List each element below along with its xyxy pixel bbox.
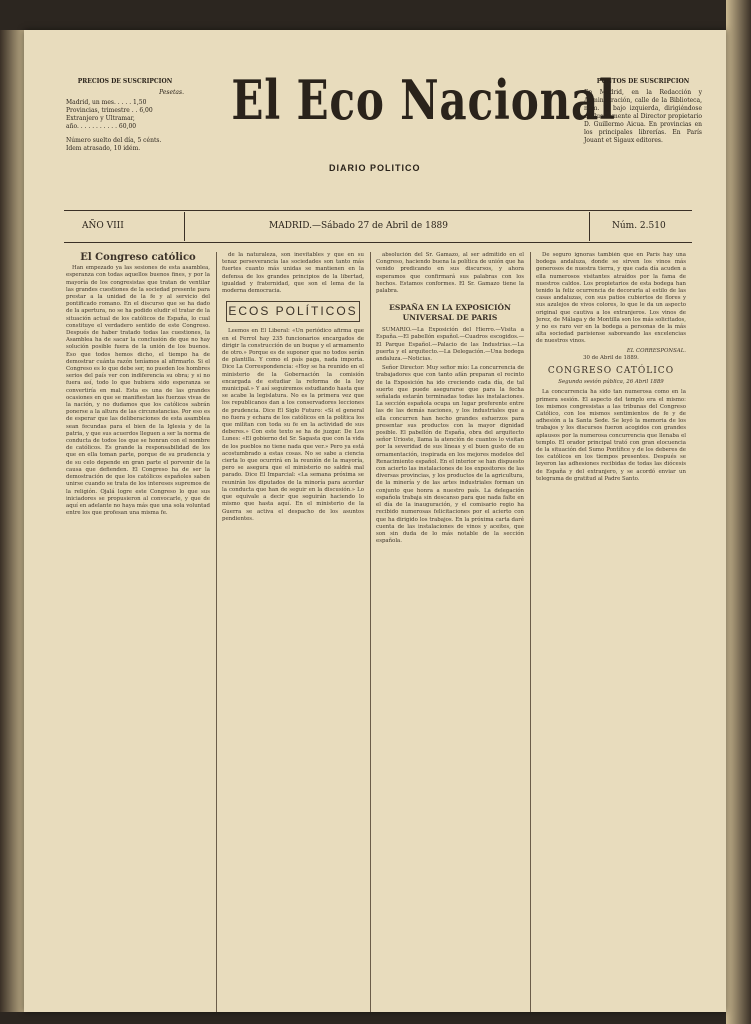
column-rule (216, 252, 217, 1012)
header-rule (64, 242, 692, 243)
masthead-subtitle: DIARIO POLITICO (329, 163, 421, 173)
column-2 (222, 252, 364, 1012)
section-box-title: ECOS POLÍTICOS (226, 301, 360, 322)
precios-footer: Idem atrasado, 10 idém. (66, 145, 141, 152)
precios-box (66, 78, 184, 153)
article-text: De seguro ignoras también que en París hay una bodega andaluza, donde se sirven los vinos más generosos de nuestra tierra, y que cada día acuden a ella numerosos visitantes atraídos por la fama de nuestros caldos. Los propietarios de esta bodega han tenido la feliz ocurrencia de decorarla al estilo de las casas andaluzas, con sus patios cubiertos de flores y sus azulejos de vivos colores, lo que le da un aspecto original que cautiva a los extranjeros. Los vinos de Jerez, de Málaga y de Montilla son los más solicitados, y no es raro ver en la bodega a personas de la más alta sociedad parisiense saboreando las excelencias de nuestros vinos. (536, 252, 686, 345)
header-rule (64, 210, 692, 211)
column-3 (376, 252, 524, 1012)
article-summary: SUMARIO.—La Exposición del Hierro.—Visita a España.—El pabellón español.—Cuadros escogidos.—El Parque Español.—Palacio de las Industrias.—La puerta y el arquitecto.—La Delegación.—Una bodega andaluza.—Noticias. (376, 327, 524, 363)
article-title: El Congreso católico (80, 252, 196, 263)
dateline-year: AÑO VIII (82, 221, 124, 231)
puntos-box (584, 78, 702, 145)
puntos-heading: PUNTOS DE SUSCRIPCION (596, 78, 690, 85)
dateline-divider (589, 212, 590, 241)
article-text: absolución del Sr. Gamazo, al ser admitido en el Congreso, haciendo buena la política de unión que ha venido predicando en sus discursos, y ahora esperamos que confirmará sus palabras con los hechos. Estamos conformes. El Sr. Gamazo tiene la palabra. (376, 252, 524, 295)
column-1 (66, 252, 210, 1012)
article-date: 30 de Abril de 1889. (583, 354, 639, 361)
column-4 (536, 252, 686, 1012)
article-signature: EL CORRESPONSAL. (626, 347, 686, 354)
column-rule (370, 252, 371, 1012)
right-page-edge (726, 0, 751, 1024)
precios-row: Madrid, un mes. . . . . 1,50 (66, 99, 147, 106)
article-text: de la naturaleza, son inevitables y que en su tenaz perseverancia las sociedades son tanto más fuertes cuanto más unidas se mantienen en la defensa de los grandes principios de la libertad, igualdad y fraternidad, que son el lema de la moderna democracia. (222, 252, 364, 295)
column-rule (530, 252, 531, 1012)
article-text: Señor Director: Muy sefior mío: La concurrencia de trabajadores que con tanto afán preparan el recinto de la Exposición ha ido creciendo cada día, de tal suerte que puede asegurarse que para la fecha señalada estarán terminadas todas las instalaciones. La sección española ocupa un lugar preferente entre las de las demás naciones, y los industriales que a ella concurren han hecho grandes esfuerzos para presentar sus productos con la mayor dignidad posible. El pabellón de España, obra del arquitecto señor Urioste, llama la atención de cuantos lo visitan por la severidad de sus líneas y el buen gusto de su ornamentación, inspirada en los mejores modelos del Renacimiento español. En el interior se han dispuesto con acierto las instalaciones de los expositores de las diversas provincias, y los productos de la agricultura, de la minería y de las artes industriales forman un conjunto que honra a nuestro país. La delegación española trabaja sin descanso para que nada falte en el día de la inauguración, y el comisario regio ha recibido numerosas felicitaciones por el acierto con que ha dirigido los trabajos. En la próxima carta daré cuenta de las instalaciones de vinos y aceites, que son sin duda de lo más notable de la sección española. (376, 365, 524, 545)
dateline-divider (184, 212, 185, 241)
precios-subheading: Pesetas. (159, 89, 184, 96)
dateline-number: Núm. 2.510 (612, 221, 666, 231)
article-title: ESPAÑA EN LA EXPOSICIÓN UNIVERSAL DE PARIS (389, 303, 511, 323)
masthead-title: El Eco Nacional (231, 68, 616, 132)
section-subtitle: Segunda sesión pública, 26 Abril 1889 (558, 379, 664, 386)
book-spine-edge (0, 30, 24, 1012)
newspaper-page (24, 30, 726, 1012)
dateline-date: MADRID.—Sábado 27 de Abril de 1889 (269, 221, 449, 231)
article-text: Han empezado ya las sesiones de esta asamblea, esperanza con todas aquellos buenos fines, y por la mayoría de los congresistas que tratan de ventilar las grandes cuestiones de la sociedad presente para prestar a la unidad de la fe y al servicio del pontificado romano. En el discurso que se ha dado de la apertura, no se ha podido eludir el tratar de la situación actual de los católicos de España, lo cual constituye el verdadero sentido de este Congreso. Después de haber tratado todas las cuestiones, la Asamblea ha de sacar la conclusión de que no hay solución posible fuera de la unión de los buenos. Eso que todos hemos dicho, el tiempo ha de demostrar cuánta razón teníamos al afirmarlo. Si el Congreso es lo que debe ser, no pueden los hombres serios del país ver con indiferencia su obra; y si no fuera así, todo lo que hubiera sido esperanza se convertiría en mal. Esta es una de las grandes ocasiones en que se manifiestan las fuerzas vivas de la nación, y no dudamos que los católicos sabrán ponerse a la altura de las circunstancias. Por eso es de esperar que las deliberaciones de esta asamblea sean fecundas para el bien de la Iglesia y de la patria, y que sus acuerdos lleguen a ser la norma de conducta de todos los que se honran con el nombre de católicos. Es grande la responsabilidad de los que en ella toman parte, porque de su prudencia y de su celo depende en gran parte el porvenir de la causa que defienden. El Congreso ha de ser la demostración de que los católicos españoles saben unirse cuando se trata de los intereses supremos de la religión. Ojalá logre este Congreso lo que sus iniciadores se propusieron al convocarle, y que de aquí en adelante no haya más que una sola voluntad entre los que profesan una misma fe. (66, 265, 210, 517)
precios-row: año. . . . . . . . . . . 60,00 (66, 123, 137, 130)
precios-row: Extranjero y Ultramar, (66, 115, 135, 122)
precios-row: Provincias, trimestre . . 6,00 (66, 107, 153, 114)
article-text: Leemos en El Liberal: «Un periódico afirma que en el Ferrol hay 235 funcionarios encargados de dirigir la construcción de un buque y el armamento de otro.» Porque es de suponer que no todos serán de plantilla. Y como el país paga, nada importa. Dice La Correspondencia: «Hoy se ha reunido en el ministerio de la Gobernación la comisión encargada de estudiar la reforma de la ley municipal.» Y así seguiremos estudiando hasta que se acabe la legislatura. No es la primera vez que los republicanos dan a los conservadores lecciones de prudencia. Dice El Siglo Futuro: «Si el general no fuera y echara de los católicos en la política los que militan con toda su fe en la actividad de sus deberes.» Con este texto se ha de juzgar. De Los Lunes: «El gobierno del Sr. Sagasta que con la vida de los pueblos no tiene nada que ver.» Pero ya está acostumbrado a estas cosas. No se sabe a ciencia cierta lo que ocurrirá en la reunión de la mayoría, pero se asegura que el ministerio no saldrá mal parado. Dice El Imparcial: «La semana próxima se reunirán los diputados de la minoría para acordar la conducta que han de seguir en la discusión.» Lo que equivale a decir que seguirán haciendo lo mismo que hasta aquí. En el ministerio de la Guerra se activa el despacho de los asuntos pendientes. (222, 328, 364, 522)
section-title: CONGRESO CATÓLICO (547, 366, 675, 377)
article-text: La concurrencia ha sido tan numerosa como en la primera sesión. El aspecto del templo era el mismo: los mismos congresistas a las tribunas del Congreso Católico, con los mismos sentimientos de fe y de adhesión a la Santa Sede. Se leyó la memoria de los trabajos y los discursos fueron acogidos con grandes aplausos por la numerosa concurrencia que llenaba el templo. El orador principal trató con gran elocuencia de la situación del Sumo Pontífice y de los deberes de los católicos en los tiempos presentes. Después se leyeron las adhesiones recibidas de todas las diócesis de España y del extranjero, y se acordó enviar un telegrama de gratitud al Padre Santo. (536, 389, 686, 482)
precios-heading: PRECIOS DE SUSCRIPCION (77, 78, 173, 85)
precios-footer: Número suelto del día, 5 cénts. (66, 137, 162, 144)
puntos-text: En Madrid, en la Redacción y Administración, calle de la Biblioteca, núm. 7, bajo izquierda, dirigiéndose exclusivamente al Director propietario D. Guillermo Aicua. En provincias en los principales librerías. En París Jouant et Sigaux editores. (584, 89, 702, 144)
